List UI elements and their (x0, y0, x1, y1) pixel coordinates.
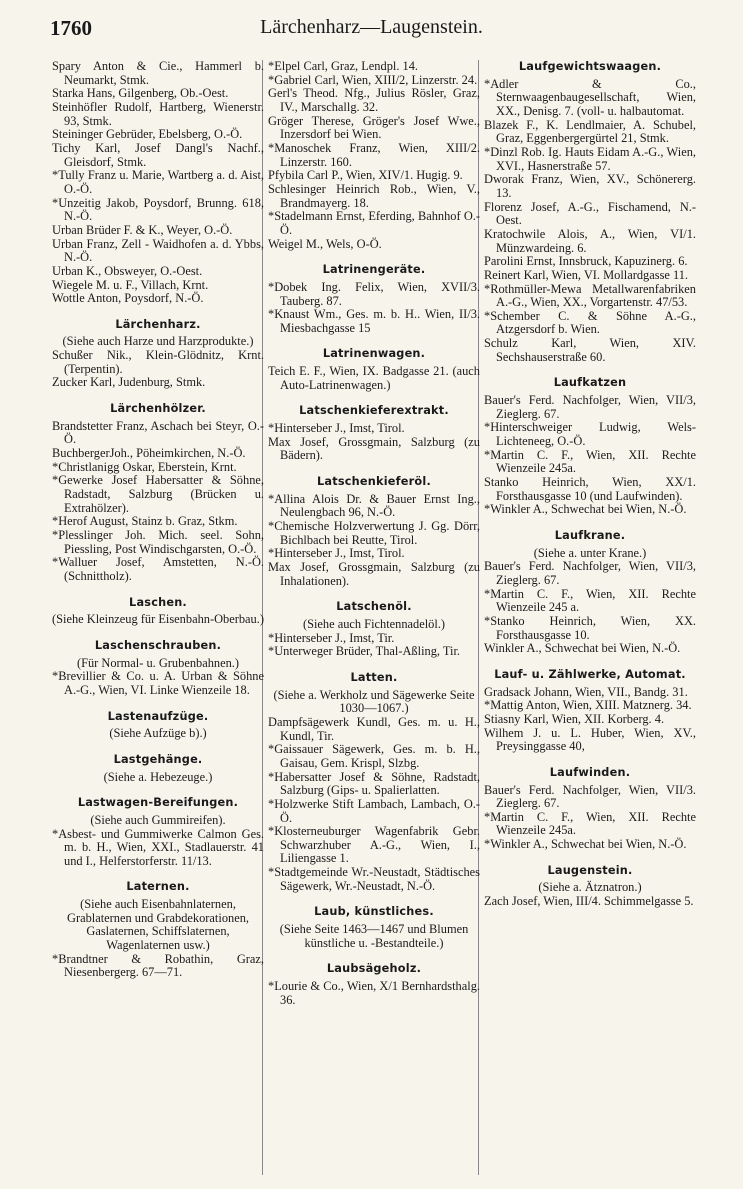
directory-entry: Bauer's Ferd. Nachfolger, Wien, VII/3, Zieglerg. 67. (484, 559, 696, 587)
directory-entry: *Rothmüller-Mewa Metallwarenfabriken A.-G., Wien, XX., Vorgartenstr. 47/53. (484, 281, 696, 310)
directory-entry: *Unzeitig Jakob, Poysdorf, Brunng. 618, N.-Ö. (52, 195, 264, 224)
directory-entry: Wiegele M. u. F., Villach, Krnt. (52, 277, 209, 292)
section-heading: Latten. (350, 670, 398, 684)
section-heading: Latrinengeräte. (322, 263, 426, 277)
directory-entry: *Dinzl Rob. Ig. Hauts Eidam A.-G., Wien, XVI., Hasnerstraße 57. (484, 144, 696, 173)
directory-entry: (Siehe auch Gummireifen). (90, 812, 226, 827)
section-heading: Laschenschrauben. (94, 638, 222, 652)
directory-entry: Tichy Karl, Josef Dangl's Nachf., Gleisdorf, Stmk. (52, 140, 264, 169)
directory-entry: *Manoschek Franz, Wien, XIII/2. Linzerstr. 160. (268, 140, 480, 169)
directory-entry: Florenz Josef, A.-G., Fischamend, N.-Oest. (484, 199, 696, 228)
directory-entry: Weigel M., Wels, O-Ö. (268, 236, 382, 251)
directory-entry: Winkler A., Schwechat bei Wien, N.-Ö. (484, 641, 681, 656)
directory-entry: *Unterweger Brüder, Thal-Aßling, Tir. (268, 644, 460, 659)
directory-entry: *Herof August, Stainz b. Graz, Stkm. (52, 514, 238, 529)
directory-entry: *Knaust Wm., Ges. m. b. H.. Wien, II/3. Miesbachgasse 15 (268, 307, 480, 335)
directory-entry: *Winkler A., Schwechat bei Wien, N.-Ö. (484, 837, 687, 852)
page-number: 1760 (50, 16, 92, 40)
directory-entry: Starka Hans, Gilgenberg, Ob.-Oest. (52, 86, 229, 101)
directory-entry: *Adler & Co., Sternwaagenbaugesellschaft, Wien, XX., Denisg. 7. (voll- u. halbautomat. (484, 76, 696, 118)
directory-entry: (Siehe a. Hebezeuge.) (103, 769, 213, 784)
directory-entry: *Mattig Anton, Wien, XIII. Matznerg. 34. (484, 698, 692, 713)
directory-entry: *Martin C. F., Wien, XII. Rechte Wienzeile 245 a. (484, 586, 696, 615)
directory-entry: Gradsack Johann, Wien, VII., Bandg. 31. (484, 684, 688, 699)
directory-entry: *Tully Franz u. Marie, Wartberg a. d. Aist, O.-Ö. (52, 168, 264, 196)
section-heading: Latrinenwagen. (322, 347, 426, 361)
directory-entry: *Elpel Carl, Graz, Lendpl. 14. (268, 59, 419, 73)
directory-entry: *Hinterschweiger Ludwig, Wels-Lichteneeg, O.-Ö. (484, 420, 696, 449)
directory-entry: Gerl's Theod. Nfg., Julius Rösler, Graz, IV., Marschallg. 32. (268, 86, 480, 114)
directory-entry: Urban Franz, Zell - Waidhofen a. d. Ybbs, N.-Ö. (52, 236, 264, 265)
column-3 (484, 60, 696, 909)
section-heading: Laschen. (129, 595, 187, 609)
directory-entry: Teich E. F., Wien, IX. Badgasse 21. (auch Auto-Latrinenwagen.) (268, 364, 480, 392)
section-heading: Laubsägeholz. (326, 962, 422, 976)
directory-entry: *Asbest- und Gummiwerke Calmon Ges. m. b. H., Wien, XXI., Stadlauerstr. 41 und I., Helferstorferstr. 11/13. (52, 826, 264, 868)
directory-entry: *Habersatter Josef & Söhne, Radstadt, Salzburg (Gips- u. Spalierlatten. (268, 769, 480, 798)
directory-entry: Dworak Franz, Wien, XV., Schönererg. 13. (484, 172, 696, 200)
directory-entry: *Gabriel Carl, Wien, XIII/2, Linzerstr. 24. (268, 72, 478, 87)
directory-entry: Dampfsägewerk Kundl, Ges. m. u. H., Kundl, Tir. (268, 714, 480, 743)
directory-entry: *Stadtgemeinde Wr.-Neustadt, Städtisches Sägewerk, Wr.-Neustadt, N.-Ö. (268, 865, 480, 893)
directory-entry: Pfybila Carl P., Wien, XIV/1. Hugig. 9. (268, 168, 463, 183)
directory-entry: *Holzwerke Stift Lambach, Lambach, O.-Ö. (268, 796, 480, 825)
directory-entry: (Siehe auch Fichtennadelöl.) (302, 616, 446, 631)
directory-entry: *Klosterneuburger Wagenfabrik Gebr. Schwarzhuber A.-G., Wien, I., Liliengasse 1. (268, 824, 480, 866)
directory-entry: Zach Josef, Wien, III/4. Schimmelgasse 5. (484, 894, 694, 909)
column-2 (268, 60, 480, 1007)
directory-entry: Steininger Gebrüder, Ebelsberg, O.-Ö. (52, 127, 243, 142)
directory-entry: (Siehe auch Eisenbahnlaternen, Grablaternen und Grabdekorationen, Gaslaternen, Schiffslaternen, Wagenlaternen usw.) (67, 897, 249, 953)
directory-entry: (Siehe Seite 1463—1467 und Blumen künstliche u. -Bestandteile.) (279, 922, 469, 950)
directory-entry: Parolini Ernst, Innsbruck, Kapuzinerg. 6. (484, 254, 688, 269)
directory-entry: *Dobek Ing. Felix, Wien, XVII/3. Tauberg. 87. (268, 279, 480, 308)
directory-entry: *Allina Alois Dr. & Bauer Ernst Ing., Neulengbach 96, N.-Ö. (268, 491, 480, 520)
directory-entry: Brandstetter Franz, Aschach bei Steyr, O.-Ö. (52, 418, 264, 447)
directory-entry: Spary Anton & Cie., Hammerl b. Neumarkt, Stmk. (52, 59, 264, 87)
directory-entry: *Lourie & Co., Wien, X/1 Bernhardsthalg. 36. (268, 979, 480, 1007)
directory-entry: Max Josef, Grossgmain, Salzburg (zu Bädern). (268, 434, 480, 463)
directory-entry: Zucker Karl, Judenburg, Stmk. (52, 375, 206, 390)
directory-entry: Urban Brüder F. & K., Weyer, O.-Ö. (52, 222, 233, 237)
directory-entry: (Siehe a. Ätznatron.) (538, 880, 642, 895)
directory-entry: *Christlanigg Oskar, Eberstein, Krnt. (52, 459, 237, 474)
running-head: Lärchenharz—Laugenstein. (260, 16, 483, 38)
column-1 (52, 60, 264, 980)
directory-entry: *Stanko Heinrich, Wien, XX. Forsthausgasse 10. (484, 613, 696, 642)
directory-entry: Reinert Karl, Wien, VI. Mollardgasse 11. (484, 267, 689, 282)
directory-entry: *Schember C. & Söhne A.-G., Atzgersdorf b. Wien. (484, 308, 696, 337)
section-heading: Laufkrane. (554, 529, 626, 542)
directory-entry: Gröger Therese, Gröger's Josef Wwe., Inzersdorf bei Wien. (268, 113, 480, 142)
directory-entry: (Siehe Aufzüge b).) (109, 726, 207, 741)
directory-entry: *Brevillier & Co. u. A. Urban & Söhne A.-G., Wien, VI. Linke Wienzeile 18. (52, 669, 264, 697)
section-heading: Laufkatzen (553, 376, 627, 390)
section-heading: Laugenstein. (547, 863, 633, 877)
directory-entry: Max Josef, Grossgmain, Salzburg (zu Inhalationen). (268, 560, 480, 588)
section-heading: Laternen. (126, 880, 190, 894)
directory-entry: *Brandtner & Robathin, Graz, Niesenbergerg. 67—71. (52, 951, 264, 980)
section-heading: Laub, künstliches. (314, 905, 434, 919)
directory-entry: Schulz Karl, Wien, XIV. Sechshauserstraße 60. (484, 336, 696, 364)
directory-entry: *Hinterseber J., Imst, Tir. (268, 630, 395, 645)
directory-entry: *Gaissauer Sägewerk, Ges. m. b. H., Gaisau, Gem. Krispl, Slzbg. (268, 742, 480, 770)
section-heading: Laufgewichtswaagen. (518, 60, 662, 73)
directory-entry: *Chemische Holzverwertung J. Gg. Dörr, Bichlbach bei Reutte, Tirol. (268, 519, 480, 547)
directory-entry: Kratochwile Alois, A., Wien, VI/1. Münzwardeing. 6. (484, 226, 696, 255)
directory-entry: *Walluer Josef, Amstetten, N.-Ö. (Schnittholz). (52, 555, 264, 583)
directory-entry: *Hinterseber J., Imst, Tirol. (268, 546, 405, 561)
directory-entry: Wottle Anton, Poysdorf, N.-Ö. (52, 291, 204, 306)
directory-entry: *Hinterseber J., Imst, Tirol. (268, 421, 405, 436)
directory-entry: (Siehe auch Harze und Harzprodukte.) (62, 334, 254, 349)
directory-entry: *Martin C. F., Wien, XII. Rechte Wienzeile 245a. (484, 447, 696, 476)
directory-entry: Bauer's Ferd. Nachfolger, Wien, VII/3, Zieglerg. 67. (484, 393, 696, 421)
directory-entry: *Stadelmann Ernst, Eferding, Bahnhof O.-Ö. (268, 209, 480, 237)
section-heading: Lastenaufzüge. (107, 709, 209, 723)
directory-entry: (Siehe a. unter Krane.) (533, 545, 647, 560)
directory-entry: Blazek F., K. Lendlmaier, A. Schubel, Graz, Eggenbergergürtel 21, Stmk. (484, 117, 696, 146)
section-heading: Latschenkieferextrakt. (299, 404, 449, 418)
section-heading: Lastgehänge. (113, 752, 203, 766)
section-heading: Lärchenharz. (115, 317, 201, 331)
directory-entry: Schlesinger Heinrich Rob., Wien, V., Brandmayerg. 18. (268, 181, 480, 210)
directory-entry: Urban K., Obsweyer, O.-Oest. (52, 263, 203, 278)
directory-entry: *Martin C. F., Wien, XII. Rechte Wienzeile 245a. (484, 809, 696, 838)
directory-entry: *Gewerke Josef Habersatter & Söhne, Radstadt, Salzburg (Brücken u. Extrahölzer). (52, 473, 264, 515)
directory-entry: Stanko Heinrich, Wien, XX/1. Forsthausgasse 10 (und Laufwinden). (484, 475, 696, 503)
section-heading: Lastwagen-Bereifungen. (77, 796, 239, 810)
directory-entry: (Siehe Kleinzeug für Eisenbahn-Oberbau.) (52, 612, 264, 627)
section-heading: Lärchenhölzer. (110, 402, 206, 416)
directory-entry: Stiasny Karl, Wien, XII. Korberg. 4. (484, 711, 665, 726)
directory-entry: (Siehe a. Werkholz und Sägewerke Seite 1030—1067.) (273, 687, 475, 716)
directory-entry: Schußer Nik., Klein-Glödnitz, Krnt. (Terpentin). (52, 348, 264, 376)
section-heading: Lauf- u. Zählwerke, Automat. (494, 667, 686, 681)
directory-entry: *Winkler A., Schwechat bei Wien, N.-Ö. (484, 502, 687, 517)
directory-entry: (Für Normal- u. Grubenbahnen.) (76, 655, 240, 670)
section-heading: Latschenöl. (336, 600, 412, 614)
directory-entry: Wilhem J. u. L. Huber, Wien, XV., Preysinggasse 40, (484, 725, 696, 754)
directory-entry: Bauer's Ferd. Nachfolger, Wien, VII/3. Zieglerg. 67. (484, 782, 696, 811)
directory-entry: Steinhöfler Rudolf, Hartberg, Wienerstr. 93, Stmk. (52, 99, 264, 128)
directory-entry: *Plesslinger Joh. Mich. seel. Sohn, Piessling, Post Windischgarsten, O.-Ö. (52, 528, 264, 556)
directory-entry: BuchbergerJoh., Pöheimkirchen, N.-Ö. (52, 446, 246, 461)
section-heading: Latschenkieferöl. (317, 475, 431, 489)
section-heading: Laufwinden. (549, 765, 631, 779)
